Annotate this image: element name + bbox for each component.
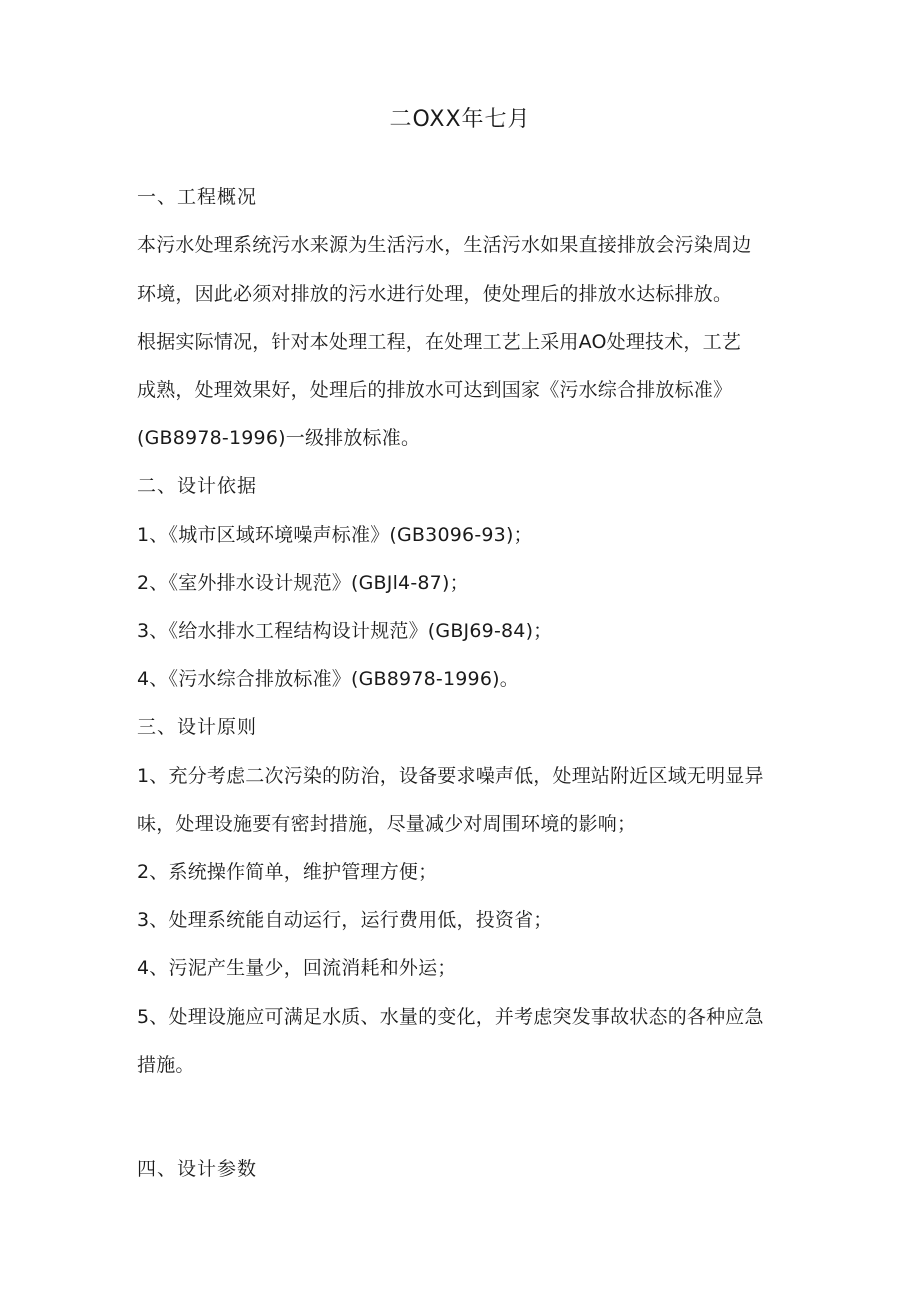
list-item: 4、《污水综合排放标准》(GB8978-1996)。 bbox=[137, 668, 519, 690]
section-heading-basis: 二、设计依据 bbox=[137, 475, 258, 497]
list-item: 3、《给水排水工程结构设计规范》(GBJ69-84)； bbox=[137, 620, 553, 642]
paragraph-line: 1、充分考虑二次污染的防治，设备要求噪声低，处理站附近区域无明显异 bbox=[137, 765, 764, 787]
list-item: 1、《城市区域环境噪声标准》(GB3096-93)； bbox=[137, 524, 533, 546]
paragraph-line: 5、处理设施应可满足水质、水量的变化，并考虑突发事故状态的各种应急 bbox=[137, 1006, 764, 1028]
paragraph-line: 措施。 bbox=[137, 1054, 195, 1076]
section-heading-overview: 一、工程概况 bbox=[137, 186, 258, 208]
section-heading-parameters: 四、设计参数 bbox=[137, 1158, 258, 1180]
paragraph-line: 2、系统操作简单，维护管理方便； bbox=[137, 861, 438, 883]
paragraph-line: 本污水处理系统污水来源为生活污水，生活污水如果直接排放会污染周边 bbox=[137, 234, 752, 256]
paragraph-line: 4、污泥产生量少，回流消耗和外运； bbox=[137, 957, 457, 979]
paragraph-line: 成熟，处理效果好，处理后的排放水可达到国家《污水综合排放标准》 bbox=[137, 379, 733, 401]
paragraph-line: 味，处理设施要有密封措施，尽量减少对周围环境的影响； bbox=[137, 813, 637, 835]
section-heading-principles: 三、设计原则 bbox=[137, 716, 258, 738]
paragraph-line: 根据实际情况，针对本处理工程，在处理工艺上采用AO处理技术，工艺 bbox=[137, 331, 742, 353]
list-item: 2、《室外排水设计规范》(GBJl4-87)； bbox=[137, 572, 469, 594]
date-title: 二OXX年七月 bbox=[389, 107, 531, 132]
paragraph-line: 环境，因此必须对排放的污水进行处理，使处理后的排放水达标排放。 bbox=[137, 283, 733, 305]
paragraph-line: (GB8978-1996)一级排放标准。 bbox=[137, 427, 421, 449]
paragraph-line: 3、处理系统能自动运行，运行费用低，投资省； bbox=[137, 909, 553, 931]
